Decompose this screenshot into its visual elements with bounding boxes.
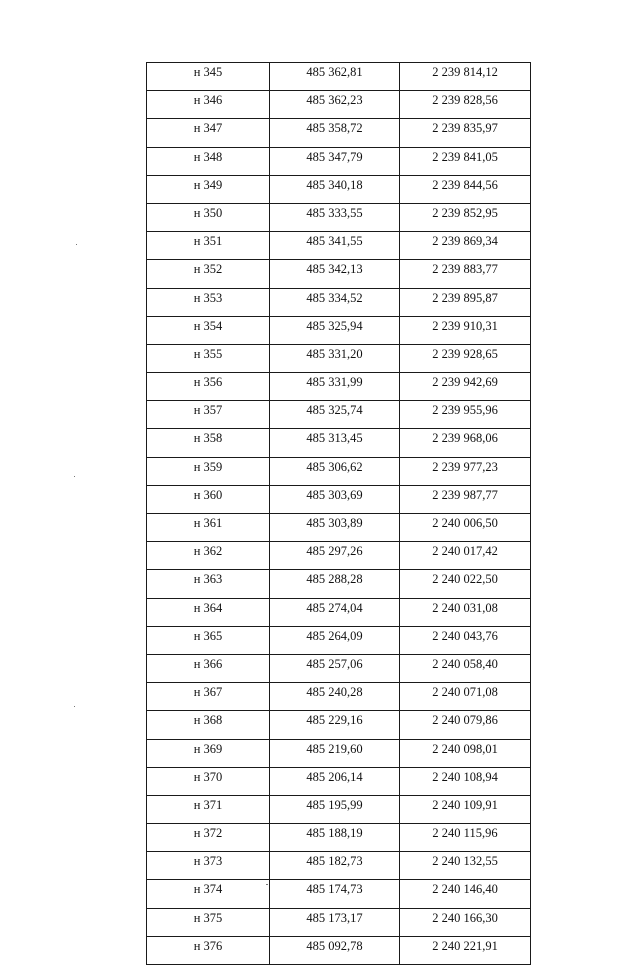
y-coordinate-cell: 2 239 844,56 — [400, 175, 531, 203]
y-coordinate-cell: 2 239 828,56 — [400, 91, 531, 119]
table-row — [147, 260, 531, 288]
x-coordinate-cell: 485 257,06 — [270, 654, 400, 682]
point-id-cell: н 367 — [147, 683, 270, 711]
y-coordinate-cell: 2 239 968,06 — [400, 429, 531, 457]
point-id-cell: н 354 — [147, 316, 270, 344]
table-row — [147, 147, 531, 175]
table-row — [147, 795, 531, 823]
y-coordinate-cell: 2 240 071,08 — [400, 683, 531, 711]
y-coordinate-cell: 2 240 058,40 — [400, 654, 531, 682]
x-coordinate-cell: 485 334,52 — [270, 288, 400, 316]
table-row — [147, 711, 531, 739]
table-row — [147, 626, 531, 654]
coordinates-table — [146, 62, 531, 965]
y-coordinate-cell: 2 239 852,95 — [400, 203, 531, 231]
point-id-cell: н 345 — [147, 63, 270, 91]
x-coordinate-cell: 485 264,09 — [270, 626, 400, 654]
point-id-cell: н 365 — [147, 626, 270, 654]
table-row — [147, 542, 531, 570]
table-row — [147, 232, 531, 260]
table-row — [147, 880, 531, 908]
x-coordinate-cell: 485 331,20 — [270, 344, 400, 372]
point-id-cell: н 360 — [147, 485, 270, 513]
y-coordinate-cell: 2 239 869,34 — [400, 232, 531, 260]
scan-speck — [74, 706, 75, 707]
y-coordinate-cell: 2 240 006,50 — [400, 514, 531, 542]
table-row — [147, 119, 531, 147]
y-coordinate-cell: 2 239 955,96 — [400, 401, 531, 429]
point-id-cell: н 349 — [147, 175, 270, 203]
y-coordinate-cell: 2 240 115,96 — [400, 824, 531, 852]
y-coordinate-cell: 2 239 928,65 — [400, 344, 531, 372]
point-id-cell: н 374 — [147, 880, 270, 908]
table-row — [147, 344, 531, 372]
point-id-cell: н 375 — [147, 908, 270, 936]
table-row — [147, 457, 531, 485]
y-coordinate-cell: 2 239 814,12 — [400, 63, 531, 91]
y-coordinate-cell: 2 240 031,08 — [400, 598, 531, 626]
table-row — [147, 570, 531, 598]
x-coordinate-cell: 485 174,73 — [270, 880, 400, 908]
table-row — [147, 908, 531, 936]
point-id-cell: н 353 — [147, 288, 270, 316]
table-row — [147, 203, 531, 231]
point-id-cell: н 355 — [147, 344, 270, 372]
y-coordinate-cell: 2 239 987,77 — [400, 485, 531, 513]
y-coordinate-cell: 2 239 942,69 — [400, 373, 531, 401]
x-coordinate-cell: 485 341,55 — [270, 232, 400, 260]
point-id-cell: н 361 — [147, 514, 270, 542]
table-row — [147, 63, 531, 91]
point-id-cell: н 366 — [147, 654, 270, 682]
table-row — [147, 598, 531, 626]
x-coordinate-cell: 485 240,28 — [270, 683, 400, 711]
x-coordinate-cell: 485 303,89 — [270, 514, 400, 542]
point-id-cell: н 359 — [147, 457, 270, 485]
point-id-cell: н 363 — [147, 570, 270, 598]
scan-speck — [76, 244, 77, 245]
point-id-cell: н 369 — [147, 739, 270, 767]
y-coordinate-cell: 2 239 841,05 — [400, 147, 531, 175]
y-coordinate-cell: 2 240 221,91 — [400, 936, 531, 964]
point-id-cell: н 358 — [147, 429, 270, 457]
table-row — [147, 175, 531, 203]
x-coordinate-cell: 485 362,23 — [270, 91, 400, 119]
x-coordinate-cell: 485 342,13 — [270, 260, 400, 288]
scan-speck — [74, 476, 75, 477]
x-coordinate-cell: 485 274,04 — [270, 598, 400, 626]
x-coordinate-cell: 485 173,17 — [270, 908, 400, 936]
point-id-cell: н 356 — [147, 373, 270, 401]
table-row — [147, 91, 531, 119]
point-id-cell: н 347 — [147, 119, 270, 147]
x-coordinate-cell: 485 333,55 — [270, 203, 400, 231]
table-row — [147, 739, 531, 767]
y-coordinate-cell: 2 240 017,42 — [400, 542, 531, 570]
table-row — [147, 288, 531, 316]
x-coordinate-cell: 485 306,62 — [270, 457, 400, 485]
point-id-cell: н 352 — [147, 260, 270, 288]
y-coordinate-cell: 2 240 043,76 — [400, 626, 531, 654]
point-id-cell: н 370 — [147, 767, 270, 795]
table-row — [147, 767, 531, 795]
x-coordinate-cell: 485 195,99 — [270, 795, 400, 823]
table-row — [147, 373, 531, 401]
point-id-cell: н 372 — [147, 824, 270, 852]
x-coordinate-cell: 485 219,60 — [270, 739, 400, 767]
y-coordinate-cell: 2 239 910,31 — [400, 316, 531, 344]
table-row — [147, 936, 531, 964]
y-coordinate-cell: 2 240 146,40 — [400, 880, 531, 908]
point-id-cell: н 371 — [147, 795, 270, 823]
x-coordinate-cell: 485 288,28 — [270, 570, 400, 598]
x-coordinate-cell: 485 182,73 — [270, 852, 400, 880]
x-coordinate-cell: 485 092,78 — [270, 936, 400, 964]
point-id-cell: н 351 — [147, 232, 270, 260]
x-coordinate-cell: 485 358,72 — [270, 119, 400, 147]
y-coordinate-cell: 2 240 022,50 — [400, 570, 531, 598]
y-coordinate-cell: 2 239 835,97 — [400, 119, 531, 147]
coordinates-table-body — [147, 63, 531, 965]
y-coordinate-cell: 2 240 079,86 — [400, 711, 531, 739]
point-id-cell: н 346 — [147, 91, 270, 119]
y-coordinate-cell: 2 239 895,87 — [400, 288, 531, 316]
y-coordinate-cell: 2 240 109,91 — [400, 795, 531, 823]
x-coordinate-cell: 485 347,79 — [270, 147, 400, 175]
table-row — [147, 824, 531, 852]
y-coordinate-cell: 2 240 132,55 — [400, 852, 531, 880]
x-coordinate-cell: 485 188,19 — [270, 824, 400, 852]
y-coordinate-cell: 2 240 166,30 — [400, 908, 531, 936]
y-coordinate-cell: 2 239 977,23 — [400, 457, 531, 485]
table-row — [147, 683, 531, 711]
scan-speck — [266, 884, 268, 885]
x-coordinate-cell: 485 297,26 — [270, 542, 400, 570]
table-row — [147, 514, 531, 542]
y-coordinate-cell: 2 239 883,77 — [400, 260, 531, 288]
y-coordinate-cell: 2 240 098,01 — [400, 739, 531, 767]
table-row — [147, 654, 531, 682]
x-coordinate-cell: 485 325,94 — [270, 316, 400, 344]
table-row — [147, 401, 531, 429]
x-coordinate-cell: 485 313,45 — [270, 429, 400, 457]
table-row — [147, 429, 531, 457]
table-row — [147, 316, 531, 344]
y-coordinate-cell: 2 240 108,94 — [400, 767, 531, 795]
x-coordinate-cell: 485 325,74 — [270, 401, 400, 429]
point-id-cell: н 350 — [147, 203, 270, 231]
table-row — [147, 852, 531, 880]
point-id-cell: н 362 — [147, 542, 270, 570]
point-id-cell: н 373 — [147, 852, 270, 880]
point-id-cell: н 376 — [147, 936, 270, 964]
table-row — [147, 485, 531, 513]
point-id-cell: н 348 — [147, 147, 270, 175]
point-id-cell: н 368 — [147, 711, 270, 739]
point-id-cell: н 357 — [147, 401, 270, 429]
x-coordinate-cell: 485 362,81 — [270, 63, 400, 91]
x-coordinate-cell: 485 331,99 — [270, 373, 400, 401]
x-coordinate-cell: 485 229,16 — [270, 711, 400, 739]
x-coordinate-cell: 485 340,18 — [270, 175, 400, 203]
x-coordinate-cell: 485 206,14 — [270, 767, 400, 795]
point-id-cell: н 364 — [147, 598, 270, 626]
x-coordinate-cell: 485 303,69 — [270, 485, 400, 513]
